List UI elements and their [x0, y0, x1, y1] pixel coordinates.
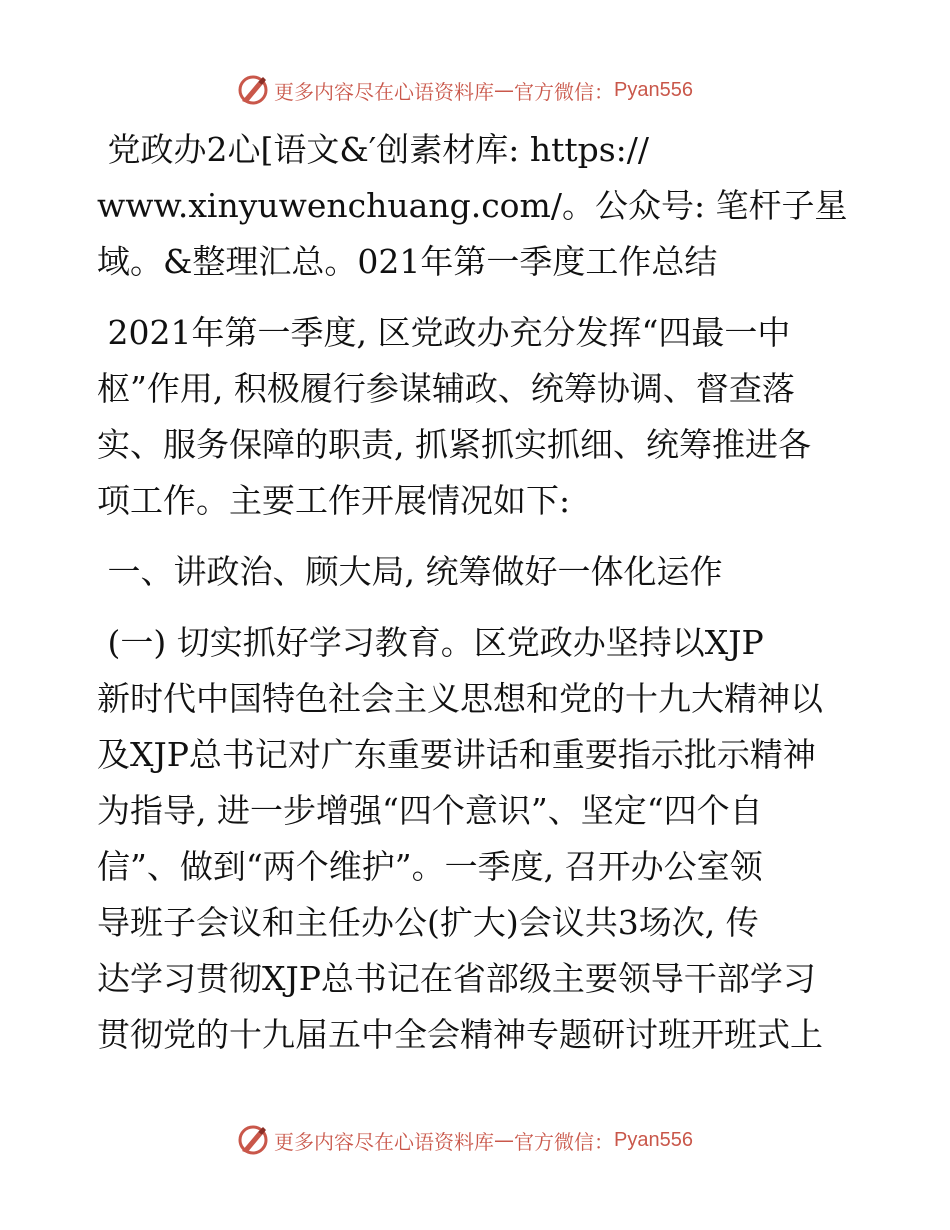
document-body	[97, 122, 857, 1063]
intro-line: 域。&整理汇总。021年第一季度工作总结	[97, 242, 718, 281]
paragraph-line: 导班子会议和主任办公(扩大)会议共3场次, 传	[97, 903, 759, 942]
banner-dash: —	[494, 78, 514, 102]
paragraph-line: (一) 切实抓好学习教育。区党政办坚持以XJP	[97, 623, 764, 662]
paragraph-line: 达学习贯彻XJP总书记在省部级主要领导干部学习	[97, 959, 816, 998]
banner-main-text: 更多内容尽在心语资料库	[274, 1129, 494, 1154]
header-watermark-banner	[236, 72, 693, 108]
paragraph-line: 实、服务保障的职责, 抓紧抓实抓细、统筹推进各	[97, 425, 811, 464]
paragraph-line: 枢”作用, 积极履行参谋辅政、统筹协调、督查落	[97, 369, 795, 408]
paragraph-line: 新时代中国特色社会主义思想和党的十九大精神以	[97, 679, 823, 718]
pen-circle-logo-icon	[236, 73, 270, 107]
paragraph-line: 项工作。主要工作开展情况如下:	[97, 481, 571, 520]
pen-circle-logo-icon	[236, 1123, 270, 1157]
footer-watermark-banner	[236, 1122, 693, 1158]
intro-line: 党政办2心[语文&′创素材库: https://	[97, 130, 650, 169]
banner-main-text: 更多内容尽在心语资料库	[274, 79, 494, 104]
banner-wechat-id: Pyan556	[614, 78, 693, 101]
paragraph-line: 信”、做到“两个维护”。一季度, 召开办公室领	[97, 847, 763, 886]
banner-dash: —	[494, 1128, 514, 1152]
banner-wechat-label: 官方微信：	[514, 1129, 614, 1154]
intro-line: www.xinyuwenchuang.com/。公众号: 笔杆子星	[97, 186, 848, 225]
paragraph-line: 及XJP总书记对广东重要讲话和重要指示批示精神	[97, 735, 816, 774]
paragraph-line: 为指导, 进一步增强“四个意识”、坚定“四个自	[97, 791, 763, 830]
banner-wechat-label: 官方微信：	[514, 79, 614, 104]
paragraph-line: 2021年第一季度, 区党政办充分发挥“四最一中	[97, 313, 791, 352]
paragraph-line: 贯彻党的十九届五中全会精神专题研讨班开班式上	[97, 1015, 823, 1054]
section-heading: 一、讲政治、顾大局, 统筹做好一体化运作	[97, 552, 723, 591]
banner-wechat-id: Pyan556	[614, 1128, 693, 1151]
